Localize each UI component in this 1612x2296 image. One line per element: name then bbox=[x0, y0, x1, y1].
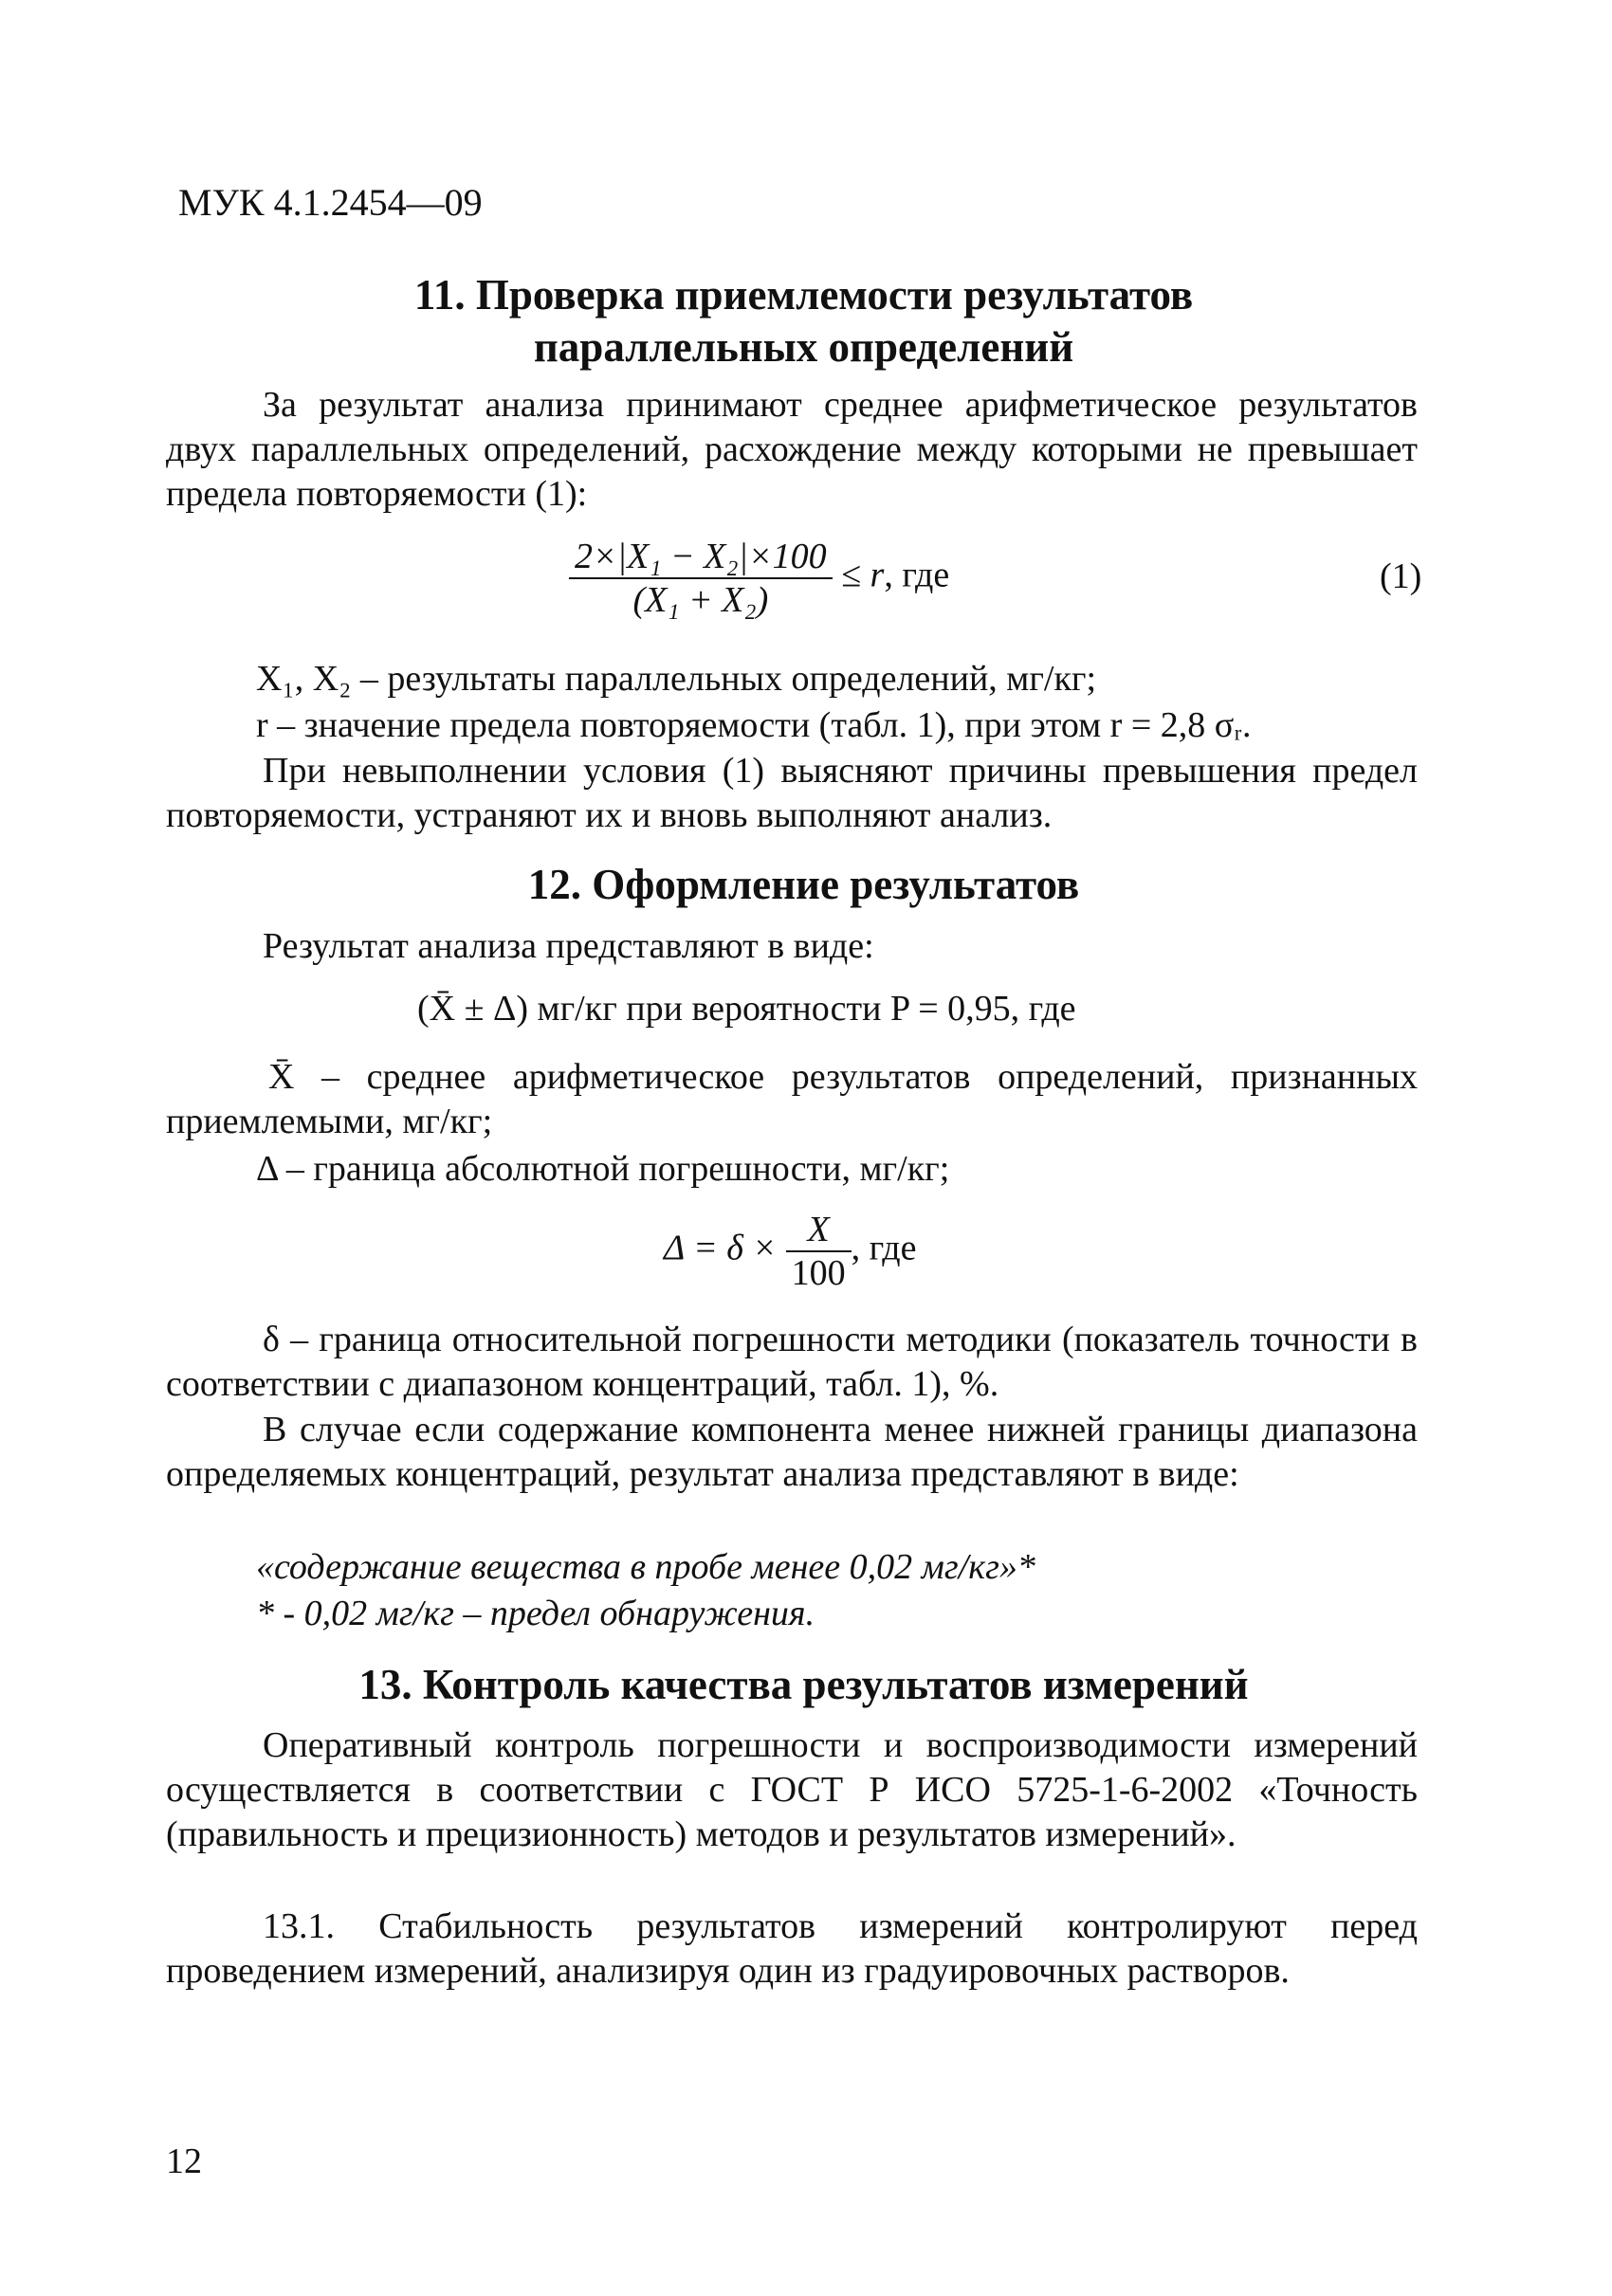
delta-formula-suffix: , где bbox=[851, 1228, 917, 1268]
delta-formula bbox=[664, 1209, 916, 1294]
formula-fraction bbox=[569, 536, 833, 621]
definition-r: r – значение предела повторяемости (табл. 1), при этом r = 2,8 σᵣ. bbox=[256, 705, 1252, 745]
formula-relation: ≤ r bbox=[841, 555, 885, 595]
formula-number: (1) bbox=[1380, 556, 1422, 596]
delta-formula-denominator: 100 bbox=[791, 1253, 846, 1293]
definition-delta: Δ – граница абсолютной погрешности, мг/кг; bbox=[256, 1149, 950, 1189]
definition-x1-x2: X₁, X₂ – результаты параллельных определений, мг/кг; bbox=[256, 659, 1097, 699]
delta-formula-fraction bbox=[786, 1209, 852, 1294]
section-13-paragraph-2: 13.1. Стабильность результатов измерений контролируют перед проведением измерений, анализируя один из градуировочных растворов. bbox=[166, 1906, 1418, 1991]
delta-formula-numerator: X bbox=[786, 1209, 852, 1252]
formula-denominator: (X₁ + X₂) bbox=[632, 580, 769, 620]
delta-formula-lhs: Δ = δ × bbox=[664, 1228, 778, 1268]
repeatability-formula bbox=[569, 536, 949, 621]
section-11-intro: За результат анализа принимают среднее арифметическое результатов двух параллельных определений, расхождение между которыми не превышает предела повторяемости (1): bbox=[166, 385, 1418, 514]
section-12-title: 12. Оформление результатов bbox=[527, 861, 1080, 908]
section-12-intro: Результат анализа представляют в виде: bbox=[263, 926, 874, 966]
section-13-paragraph-1: Оперативный контроль погрешности и воспроизводимости измерений осуществляется в соответствии с ГОСТ Р ИСО 5725-1-6-2002 «Точность (правильность и прецизионность) методов и результатов измерений». bbox=[166, 1725, 1418, 1854]
formula-suffix: , где bbox=[884, 555, 950, 595]
section-11-title-line1: 11. Проверка приемлемости результатов bbox=[413, 271, 1194, 319]
section-13-title: 13. Контроль качества результатов измерений bbox=[358, 1661, 1249, 1708]
definition-small-delta: δ – граница относительной погрешности методики (показатель точности в соответствии с диапазоном концентраций, табл. 1), %. bbox=[166, 1320, 1418, 1404]
page-number: 12 bbox=[166, 2141, 202, 2181]
detection-limit-footnote: * - 0,02 мг/кг – предел обнаружения. bbox=[256, 1594, 815, 1633]
formula-numerator: 2×|X₁ − X₂|×100 bbox=[569, 536, 833, 579]
section-11-title-line2: параллельных определений bbox=[533, 323, 1074, 371]
low-concentration-case: В случае если содержание компонента менее нижней границы диапазона определяемых концентраций, результат анализа представляют в виде: bbox=[166, 1410, 1418, 1494]
result-formula: (X̄ ± Δ) мг/кг при вероятности P = 0,95, где bbox=[417, 989, 1076, 1029]
document-code-header: МУК 4.1.2454—09 bbox=[178, 181, 483, 224]
definition-x-bar: X̄ – среднее арифметическое результатов определений, признанных приемлемыми, мг/кг; bbox=[166, 1057, 1418, 1141]
section-11-note: При невыполнении условия (1) выясняют причины превышения предел повторяемости, устраняют их и вновь выполняют анализ. bbox=[166, 751, 1418, 835]
italic-result-phrase: «содержание вещества в пробе менее 0,02 мг/кг»* bbox=[256, 1547, 1035, 1587]
